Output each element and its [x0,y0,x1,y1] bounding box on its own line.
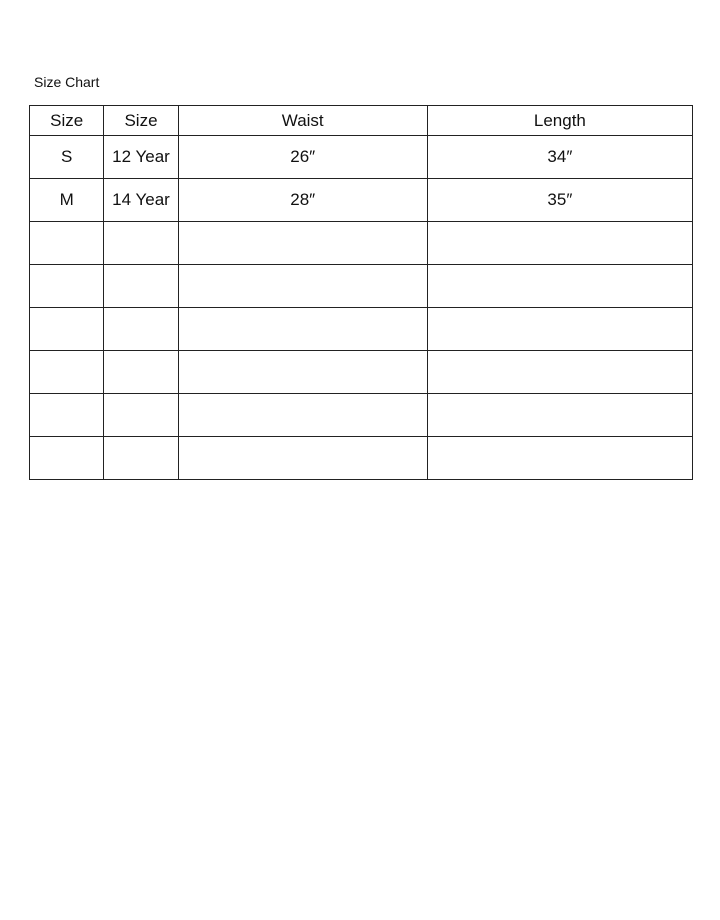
table-cell [104,222,178,265]
header-size-letter: Size [30,106,104,136]
table-cell [104,265,178,308]
table-cell [427,265,692,308]
table-cell: M [30,179,104,222]
table-cell [104,394,178,437]
table-cell [30,265,104,308]
table-cell [427,308,692,351]
table-cell [30,437,104,480]
table-row [30,351,693,394]
table-cell: 26″ [178,136,427,179]
header-length: Length [427,106,692,136]
table-cell: 14 Year [104,179,178,222]
header-waist: Waist [178,106,427,136]
table-cell [178,437,427,480]
page-title: Size Chart [34,74,100,90]
table-cell: 35″ [427,179,692,222]
table-cell [104,308,178,351]
table-cell [178,394,427,437]
table-cell [30,222,104,265]
table-cell [178,222,427,265]
table-cell [30,351,104,394]
table-cell [178,351,427,394]
table-row [30,179,693,222]
table-cell: 12 Year [104,136,178,179]
table-row [30,136,693,179]
size-chart-table [29,105,693,480]
table-cell [30,394,104,437]
table-cell [104,351,178,394]
table-cell [427,351,692,394]
table-header-row [30,106,693,136]
table-row [30,394,693,437]
table-cell: 28″ [178,179,427,222]
table-row [30,437,693,480]
table-cell: 34″ [427,136,692,179]
table-cell [178,308,427,351]
table-cell [178,265,427,308]
table-cell [104,437,178,480]
table-row [30,308,693,351]
table-row [30,222,693,265]
table-row [30,265,693,308]
header-size-age: Size [104,106,178,136]
table-cell: S [30,136,104,179]
table-cell [427,394,692,437]
table-cell [30,308,104,351]
table-cell [427,222,692,265]
table-cell [427,437,692,480]
